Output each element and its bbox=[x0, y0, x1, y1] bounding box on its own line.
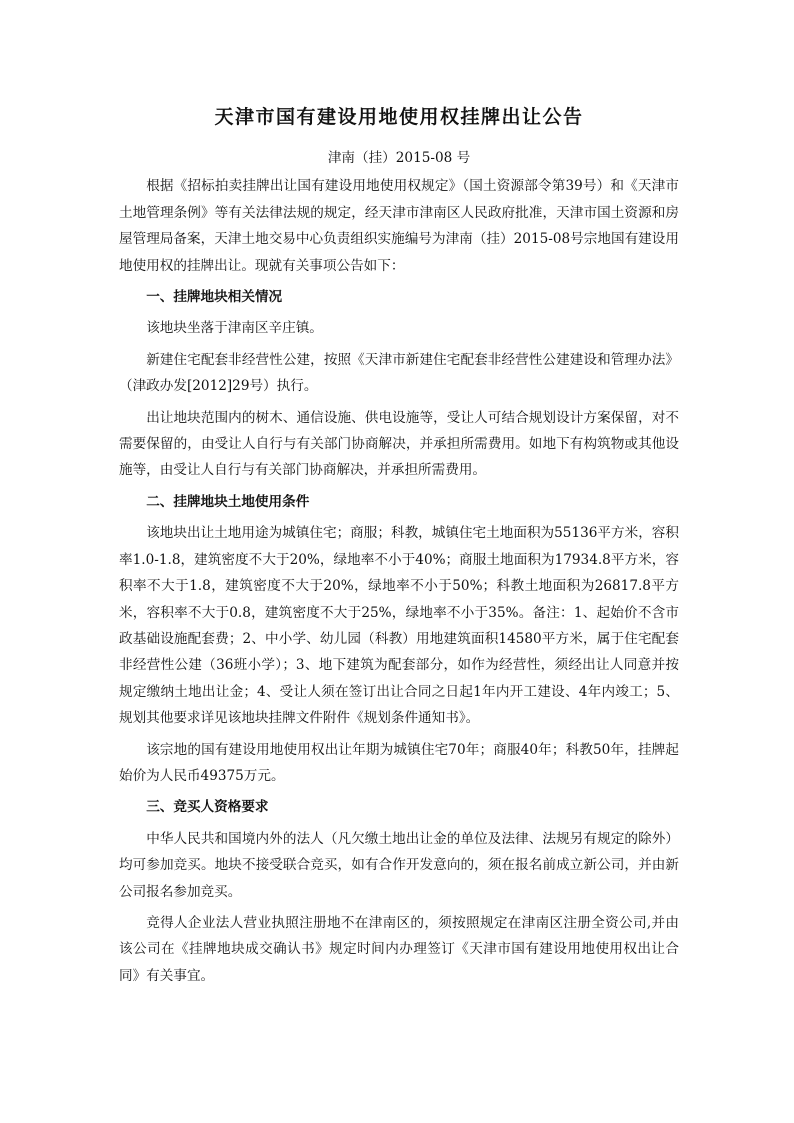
intro-paragraph: 根据《招标拍卖挂牌出让国有建设用地使用权规定》（国土资源部令第39号）和《天津市土地管理条例》等有关法律法规的规定，经天津市津南区人民政府批准，天津市国土资源和房屋管理局备案，天津土地交易中心负责组织实施编号为津南（挂）2015-08号宗地国有建设用地使用权的挂牌出让。现就有关事项公告如下： bbox=[119, 178, 679, 274]
section-1-paragraph-1: 该地块坐落于津南区辛庄镇。 bbox=[146, 320, 323, 337]
announcement-document bbox=[119, 103, 679, 994]
section-2-heading: 二、挂牌地块土地使用条件 bbox=[146, 493, 310, 510]
document-number: 津南（挂）2015-08 号 bbox=[327, 150, 471, 166]
section-3-paragraph-1: 中华人民共和国境内外的法人（凡欠缴土地出让金的单位及法律、法规另有规定的除外）均可参加竞买。地块不接受联合竞买，如有合作开发意向的，须在报名前成立新公司，并由新公司报名参加竞买。 bbox=[119, 830, 679, 900]
section-2-paragraph-1: 该地块出让土地用途为城镇住宅；商服；科教，城镇住宅土地面积为55136平方米，容积率1.0-1.8，建筑密度不大于20%，绿地率不小于40%；商服土地面积为17934.8平方米，容积率不大于1.8，建筑密度不大于20%，绿地率不小于50%；科教土地面积为26817.8平方米，容积率不大于0.8，建筑密度不大于25%，绿地率不小于35%。备注：1、起始价不含市政基础设施配套费；2、中小学、幼儿园（科教）用地建筑面积14580平方米，属于住宅配套非经营性公建（36班小学）；3、地下建筑为配套部分，如作为经营性，须经出让人同意并按规定缴纳土地出让金；4、受让人须在签订出让合同之日起1年内开工建设、4年内竣工；5、规划其他要求详见该地块挂牌文件附件《规划条件通知书》。 bbox=[119, 525, 679, 727]
section-1-heading: 一、挂牌地块相关情况 bbox=[146, 289, 283, 306]
section-1-paragraph-2: 新建住宅配套非经营性公建，按照《天津市新建住宅配套非经营性公建建设和管理办法》（津政办发[2012]29号）执行。 bbox=[119, 351, 679, 395]
section-3-paragraph-2: 竞得人企业法人营业执照注册地不在津南区的，须按照规定在津南区注册全资公司,并由该公司在《挂牌地块成交确认书》规定时间内办理签订《天津市国有建设用地使用权出让合同》有关事宜。 bbox=[119, 914, 679, 984]
document-title: 天津市国有建设用地使用权挂牌出让公告 bbox=[214, 106, 584, 128]
section-2-paragraph-2: 该宗地的国有建设用地使用权出让年期为城镇住宅70年；商服40年；科教50年，挂牌起始价为人民币49375万元。 bbox=[119, 741, 679, 784]
section-1-paragraph-3: 出让地块范围内的树木、通信设施、供电设施等，受让人可结合规划设计方案保留，对不需要保留的，由受让人自行与有关部门协商解决，并承担所需费用。如地下有构筑物或其他设施等，由受让人自行与有关部门协商解决，并承担所需费用。 bbox=[119, 409, 679, 479]
section-3-heading: 三、竞买人资格要求 bbox=[146, 799, 269, 816]
